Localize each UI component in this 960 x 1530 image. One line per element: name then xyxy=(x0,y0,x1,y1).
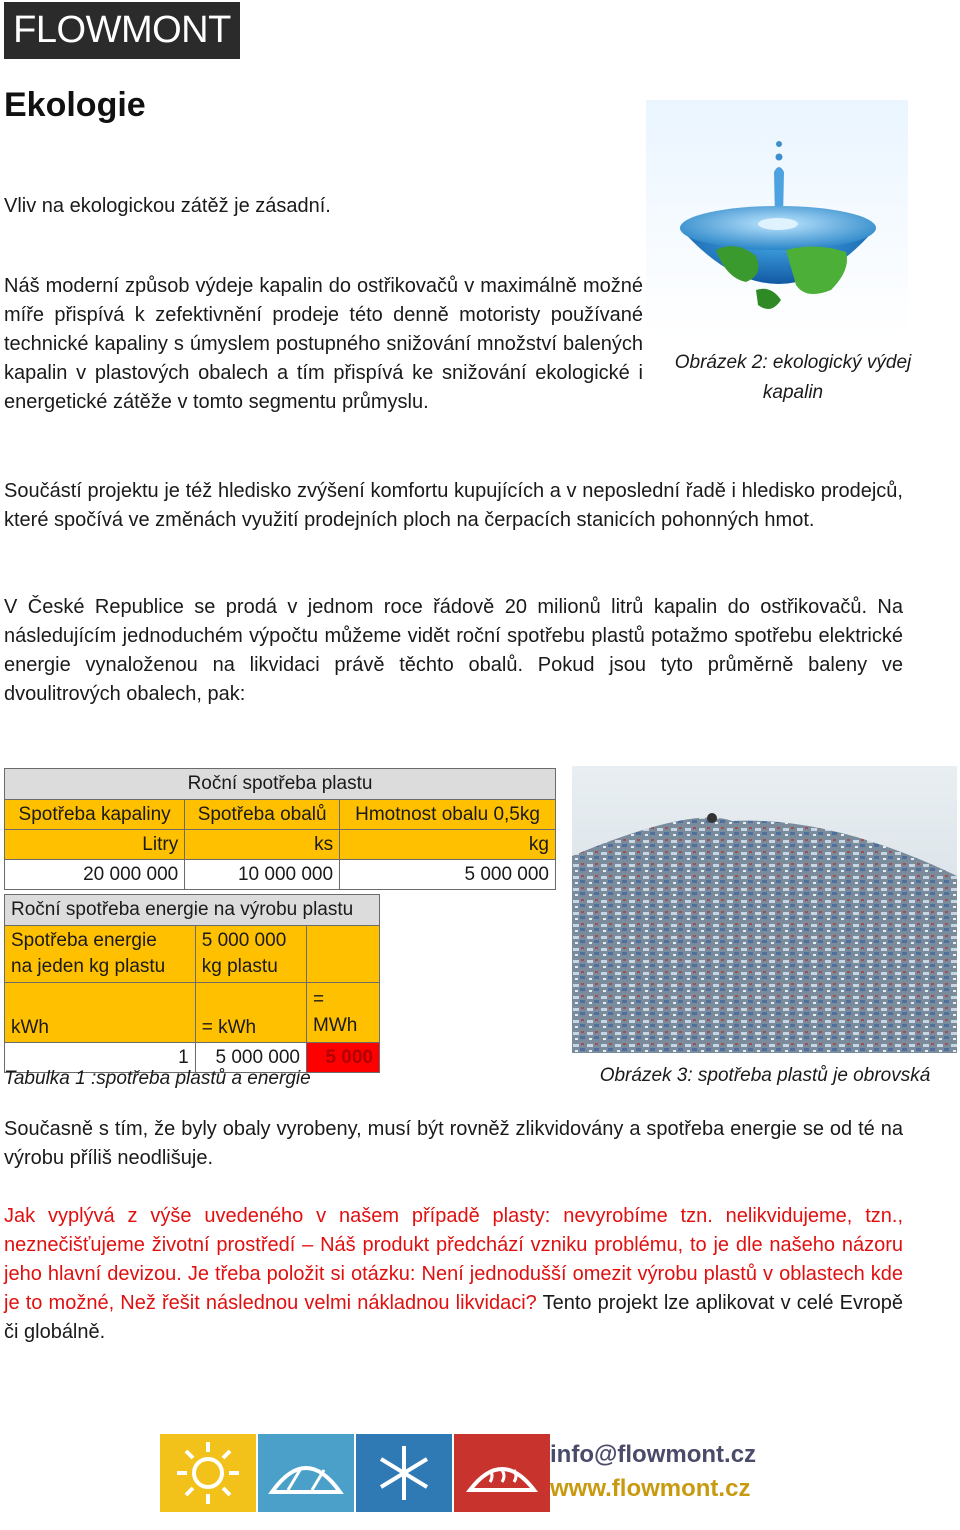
energy-header-total xyxy=(195,926,306,983)
plastic-bottles-image xyxy=(572,766,957,1053)
energy-header-line: kg plastu xyxy=(201,956,278,977)
table-cell: 5 000 000 xyxy=(340,860,556,890)
lead-text: Vliv na ekologickou zátěž je zásadní. xyxy=(4,195,331,217)
logo-text: FLOWMONT xyxy=(13,9,231,51)
energy-unit: = kWh xyxy=(195,983,306,1043)
energy-header-per-kg xyxy=(5,926,196,983)
energy-unit: kWh xyxy=(5,983,196,1043)
figure-2-caption-line1: Obrázek 2: ekologický výdej xyxy=(674,352,912,373)
plastic-consumption-table xyxy=(4,768,556,890)
paragraph-intro: Náš moderní způsob výdeje kapalin do ostřikovačů v maximálně možné míře přispívá k zefektivnění prodeje této denně motoristy používané technické kapaliny s úmyslem postupného snižování množství balených kapalin v plastových obalech a tím přispívá ke snižování ekologické i energetické zátěže v tomto segmentu průmyslu. xyxy=(4,275,643,413)
table-header: Spotřeba kapaliny xyxy=(5,800,185,830)
defrost-tile xyxy=(454,1434,550,1512)
paragraph-consumption: V České Republice se prodá v jednom roce řádově 20 milionů litrů kapalin do ostřikovačů. Na následujícím jednoduchém výpočtu můžeme vidět roční spotřebu plastů potažmo spotřebu elektrické energie vynaloženou na likvidaci právě těchto obalů. Pokud jsou tyto průměrně baleny ve dvoulitrových obalech, pak: xyxy=(4,596,903,705)
figure-2-caption-line2: kapalin xyxy=(762,382,824,403)
flowmont-logo xyxy=(4,2,240,59)
windshield-washer-icon xyxy=(258,1434,354,1512)
footer-website[interactable]: www.flowmont.cz xyxy=(550,1475,751,1502)
table-unit: ks xyxy=(185,830,340,860)
table-title: Roční spotřeba plastu xyxy=(5,769,556,800)
table-header: Hmotnost obalu 0,5kg xyxy=(340,800,556,830)
footer-banner xyxy=(160,1434,757,1512)
table-cell: 20 000 000 xyxy=(5,860,185,890)
energy-unit-mwh xyxy=(307,983,380,1043)
globe-water-image xyxy=(646,100,908,338)
energy-table xyxy=(4,894,380,1073)
table-unit: Litry xyxy=(5,830,185,860)
energy-header-line: na jeden kg plastu xyxy=(11,956,166,977)
figure-3-caption: Obrázek 3: spotřeba plastů je obrovská xyxy=(599,1065,931,1086)
energy-header-empty xyxy=(307,926,380,983)
figure-2-caption xyxy=(660,348,926,408)
table-unit: kg xyxy=(340,830,556,860)
conclusion-highlight: Jak vyplývá z výše uvedeného v našem případě plasty: nevyrobíme tzn. nelikvidujeme, tzn., neznečišťujeme životní prostředí – Náš produkt předchází vzniku problému, to je dle našeho názoru jeho hlavní devizou. Je třeba položit si otázku: Není jednodušší omezit výrobu plastů v oblastech kde je to možné, Než řešit následnou velmi nákladnou likvidaci? xyxy=(4,1205,903,1314)
snowflake-tile xyxy=(356,1434,452,1512)
plastic-pile-icon xyxy=(572,766,957,1053)
footer-email[interactable]: info@flowmont.cz xyxy=(550,1441,757,1468)
defrost-icon xyxy=(454,1434,550,1512)
energy-cell: 1 xyxy=(5,1043,196,1073)
energy-cell: 5 000 000 xyxy=(195,1043,306,1073)
energy-unit-line: = xyxy=(313,989,325,1010)
table-header: Spotřeba obalů xyxy=(185,800,340,830)
windshield-tile xyxy=(258,1434,354,1512)
energy-unit-line: MWh xyxy=(313,1015,358,1036)
sun-tile xyxy=(160,1434,256,1512)
energy-header-line: 5 000 000 xyxy=(201,930,287,951)
table-1-caption: Tabulka 1 :spotřeba plastů a energie xyxy=(4,1068,311,1089)
footer-contact xyxy=(550,1438,757,1506)
globe-water-icon xyxy=(646,100,908,338)
energy-header-line: Spotřeba energie xyxy=(11,930,157,951)
paragraph-disposal: Současně s tím, že byly obaly vyrobeny, musí být rovněž zlikvidovány a spotřeba energie se od té na výrobu příliš neodlišuje. xyxy=(4,1118,903,1169)
snowflake-icon xyxy=(356,1434,452,1512)
energy-table-title: Roční spotřeba energie na výrobu plastu xyxy=(5,895,380,926)
sun-icon xyxy=(160,1434,256,1512)
paragraph-conclusion xyxy=(4,1202,903,1347)
paragraph-project: Součástí projektu je též hledisko zvýšení komfortu kupujících a v neposlední řadě i hledisko prodejců, které spočívá ve změnách využití prodejních ploch na čerpacích stanicích pohonných hmot. xyxy=(4,480,903,531)
page-title: Ekologie xyxy=(4,86,146,124)
table-cell: 10 000 000 xyxy=(185,860,340,890)
energy-result-cell: 5 000 xyxy=(307,1043,380,1073)
conclusion-tail: Tento projekt lze aplikovat v celé Evropě či globálně. xyxy=(4,1292,903,1343)
